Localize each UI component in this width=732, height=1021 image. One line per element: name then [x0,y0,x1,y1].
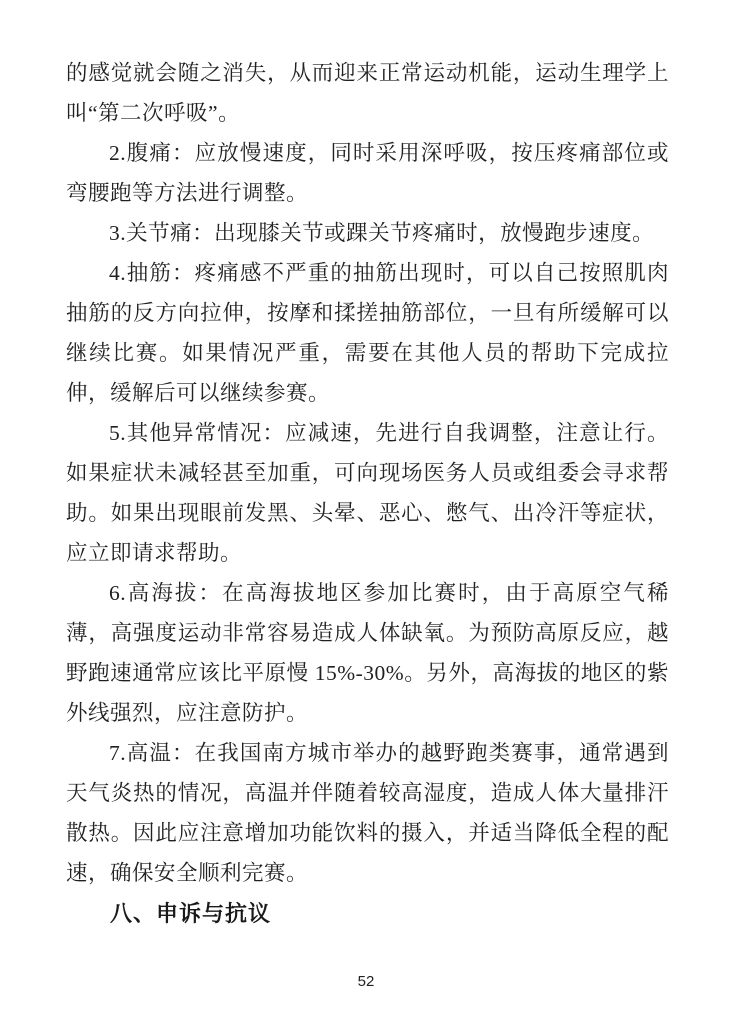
body-paragraph-item-3-joint-pain: 3.关节痛：出现膝关节或踝关节疼痛时，放慢跑步速度。 [109,221,655,245]
document-body [66,53,669,935]
body-paragraph-item-7-high-temperature: 7.高温：在我国南方城市举办的越野跑类赛事，通常遇到天气炎热的情况，高温并伴随着较高湿度，造成人体大量排汗散热。因此应注意增加功能饮料的摄入，并适当降低全程的配速，确保安全顺利完赛。 [66,741,669,885]
body-paragraph-continuation: 的感觉就会随之消失，从而迎来正常运动机能，运动生理学上叫“第二次呼吸”。 [66,61,669,125]
body-paragraph-item-5-other-abnormal: 5.其他异常情况：应减速，先进行自我调整，注意让行。如果症状未减轻甚至加重，可向现场医务人员或组委会寻求帮助。如果出现眼前发黑、头晕、恶心、憋气、出冷汗等症状，应立即请求帮助。 [66,421,669,565]
body-paragraph-item-4-cramps: 4.抽筋：疼痛感不严重的抽筋出现时，可以自己按照肌肉抽筋的反方向拉伸，按摩和揉搓抽筋部位，一旦有所缓解可以继续比赛。如果情况严重，需要在其他人员的帮助下完成拉伸，缓解后可以继续参赛。 [66,261,669,405]
body-paragraph-item-6-high-altitude: 6.高海拔：在高海拔地区参加比赛时，由于高原空气稀薄，高强度运动非常容易造成人体缺氧。为预防高原反应，越野跑速通常应该比平原慢 15%-30%。另外，高海拔的地区的紫外线强烈，应注意防护。 [66,581,669,725]
section-heading-appeals-and-protests: 八、申诉与抗议 [110,901,272,926]
body-paragraph-item-2-abdominal-pain: 2.腹痛：应放慢速度，同时采用深呼吸，按压疼痛部位或弯腰跑等方法进行调整。 [66,141,669,205]
page-footer [0,973,732,991]
page-number: 52 [357,973,375,990]
